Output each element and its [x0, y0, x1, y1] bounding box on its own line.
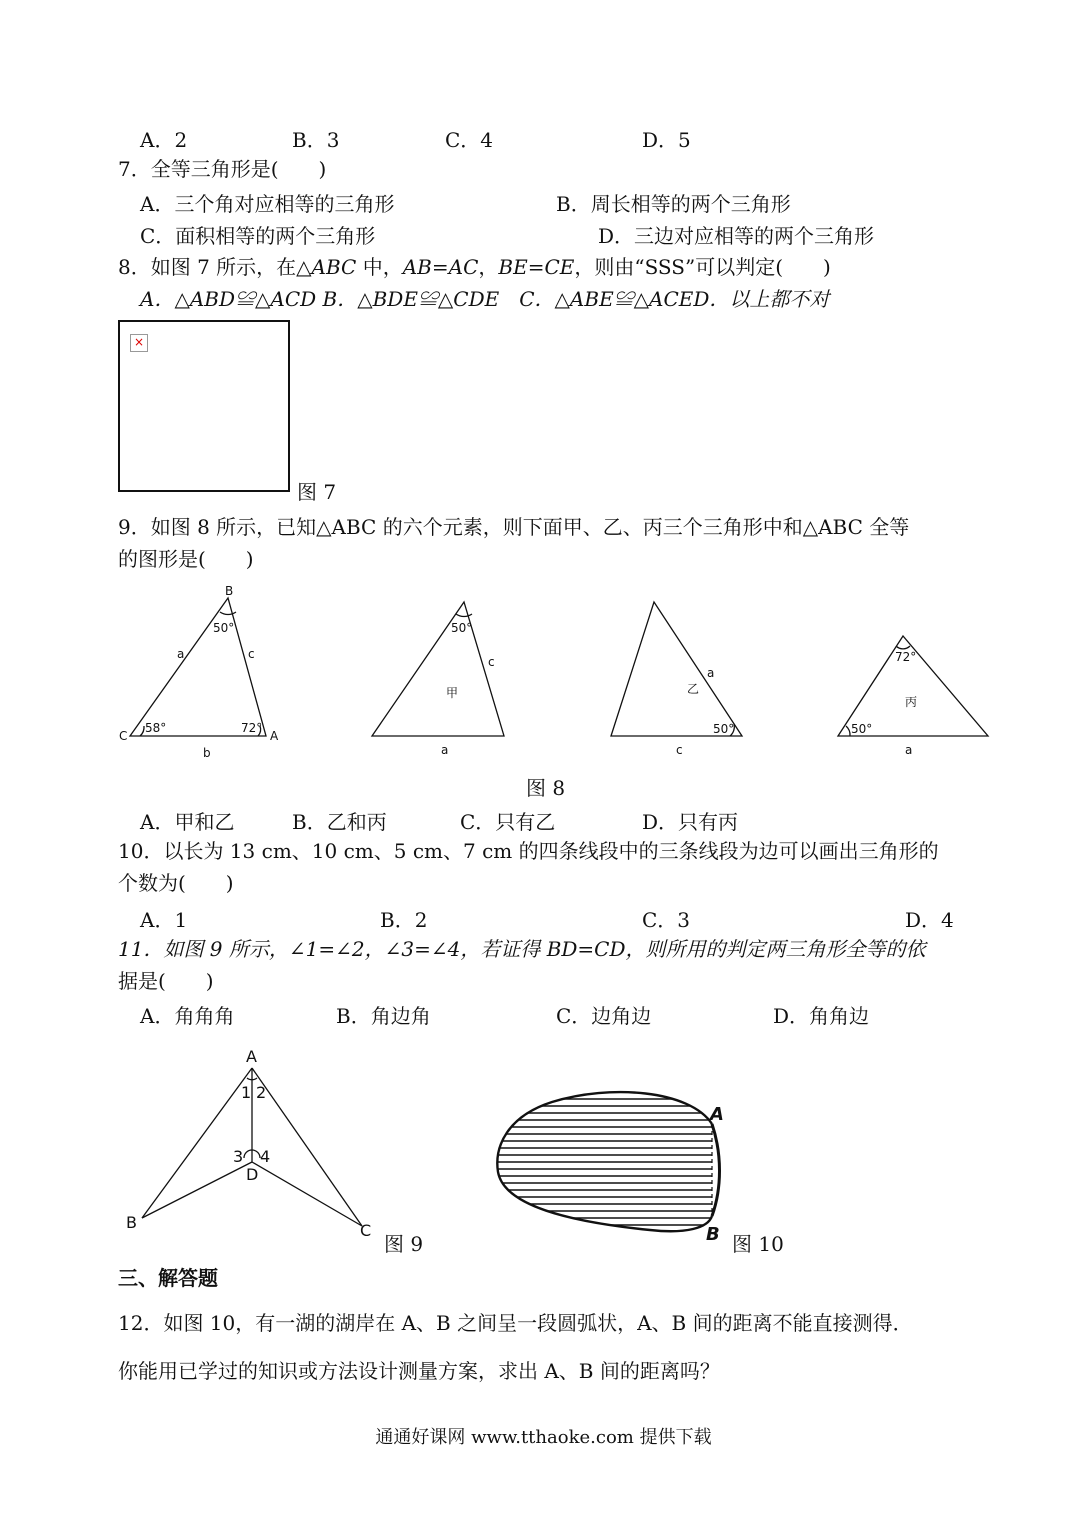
- angle-arc-bing-72: [896, 646, 910, 649]
- bing-label: 丙: [905, 695, 918, 709]
- label-b: B: [225, 584, 234, 598]
- q6-option-d: D．5: [642, 128, 691, 152]
- fig10-label-a: A: [710, 1104, 724, 1125]
- yi-label: 乙: [687, 682, 700, 696]
- q12-stem-line2: 你能用已学过的知识或方法设计测量方案，求出 A、B 间的距离吗？: [118, 1359, 720, 1383]
- q10-option-c: C．3: [642, 908, 691, 932]
- fig9-label-a: A: [246, 1047, 257, 1066]
- jia-side-a: a: [441, 743, 449, 757]
- q10-stem-line1: 10．以长为 13 cm、10 cm、5 cm、7 cm 的四条线段中的三条线段为边可以画出三角形的: [118, 839, 939, 863]
- triangle-abc: [130, 598, 266, 736]
- yi-side-c: c: [676, 743, 683, 757]
- figure-7-caption: 图 7: [297, 480, 337, 504]
- segment-ab: [142, 1068, 252, 1218]
- yi-angle-value: 50°: [713, 722, 735, 736]
- jia-label: 甲: [446, 686, 459, 700]
- angle-a-value: 72°: [241, 721, 263, 735]
- q9-option-d: D．只有丙: [642, 810, 739, 834]
- bing-angle-50: 50°: [851, 722, 873, 736]
- angle-arc-bing-50: [846, 726, 850, 736]
- yi-side-a: a: [707, 666, 715, 680]
- q12-stem-line1: 12．如图 10，有一湖的湖岸在 A、B 之间呈一段圆弧状，A、B 间的距离不能直接测得．: [118, 1311, 913, 1335]
- triangle-jia: [372, 602, 504, 736]
- angle-arc-c: [140, 726, 144, 736]
- arc-ab: [712, 1124, 720, 1216]
- q9-stem-line1: 9．如图 8 所示，已知△ABC 的六个元素，则下面甲、乙、丙三个三角形中和△ABC 全等: [118, 515, 910, 539]
- fig9-angle-3: 3: [233, 1147, 244, 1166]
- q10-option-b: B．2: [380, 908, 428, 932]
- q7-stem: 7．全等三角形是( ): [118, 157, 327, 181]
- side-a: a: [177, 647, 185, 661]
- page-footer: 通通好课网 www.tthaoke.com 提供下载: [375, 1427, 712, 1448]
- figure-10-caption: 图 10: [732, 1232, 784, 1256]
- fig9-label-b: B: [126, 1213, 137, 1232]
- figure-7-image: [118, 320, 290, 492]
- figure-9: [110, 1040, 410, 1240]
- q6-option-b: B．3: [292, 128, 340, 152]
- side-b: b: [203, 746, 211, 760]
- fig9-label-c: C: [360, 1221, 372, 1240]
- q7-option-b: B．周长相等的两个三角形: [556, 192, 791, 216]
- q8-options: A．△ABD≌△ACD B．△BDE≌△CDE C．△ABE≌△ACED．以上都不对: [140, 287, 830, 311]
- jia-angle-value: 50°: [451, 621, 473, 635]
- fig9-label-d: D: [246, 1165, 259, 1184]
- q7-option-d: D．三边对应相等的两个三角形: [598, 224, 875, 248]
- q10-option-d: D．4: [905, 908, 954, 932]
- q11-stem-line2: 据是( ): [118, 969, 214, 993]
- figure-9-caption: 图 9: [384, 1232, 424, 1256]
- q6-option-c: C．4: [445, 128, 494, 152]
- q11-option-a: A．角角角: [140, 1004, 235, 1028]
- q9-option-b: B．乙和丙: [292, 810, 387, 834]
- q10-option-a: A．1: [140, 908, 188, 932]
- angle-b-value: 50°: [213, 621, 235, 635]
- figure-8-caption: 图 8: [526, 776, 566, 800]
- q11-option-d: D．角角边: [773, 1004, 870, 1028]
- q7-option-c: C．面积相等的两个三角形: [140, 224, 376, 248]
- q7-option-a: A．三个角对应相等的三角形: [140, 192, 395, 216]
- fig9-angle-1: 1: [241, 1083, 252, 1102]
- q11-option-c: C．边角边: [556, 1004, 652, 1028]
- figure-8: [0, 580, 1087, 770]
- q11-option-b: B．角边角: [336, 1004, 431, 1028]
- fig9-angle-2: 2: [256, 1083, 267, 1102]
- bing-angle-72: 72°: [895, 650, 917, 664]
- q8-stem: 8．如图 7 所示，在△ABC 中，AB=AC，BE=CE，则由“SSS”可以判定( ): [118, 255, 831, 279]
- angle-arc-b: [220, 612, 236, 615]
- jia-side-c: c: [488, 655, 495, 669]
- q9-stem-line2: 的图形是( ): [118, 547, 254, 571]
- q9-option-a: A．甲和乙: [140, 810, 235, 834]
- side-c: c: [248, 647, 255, 661]
- bing-side-a: a: [905, 743, 913, 757]
- q9-option-c: C．只有乙: [460, 810, 556, 834]
- q10-stem-line2: 个数为( ): [118, 871, 234, 895]
- figure-10: [490, 1080, 740, 1250]
- triangle-yi: [611, 602, 742, 736]
- segment-bd: [142, 1162, 252, 1218]
- q11-stem-line1: 11．如图 9 所示，∠1=∠2，∠3=∠4，若证得 BD=CD，则所用的判定两三角形全等的依: [118, 937, 926, 961]
- broken-image-icon: ×: [130, 334, 148, 352]
- angle-c-value: 58°: [145, 721, 167, 735]
- angle-arc-jia: [456, 614, 472, 617]
- fig10-label-b: B: [706, 1224, 720, 1245]
- section-title: 三、解答题: [118, 1266, 218, 1290]
- segment-cd: [252, 1162, 362, 1226]
- fig9-angle-4: 4: [260, 1147, 271, 1166]
- label-a: A: [270, 729, 279, 743]
- label-c: C: [119, 729, 128, 743]
- q6-option-a: A．2: [140, 128, 188, 152]
